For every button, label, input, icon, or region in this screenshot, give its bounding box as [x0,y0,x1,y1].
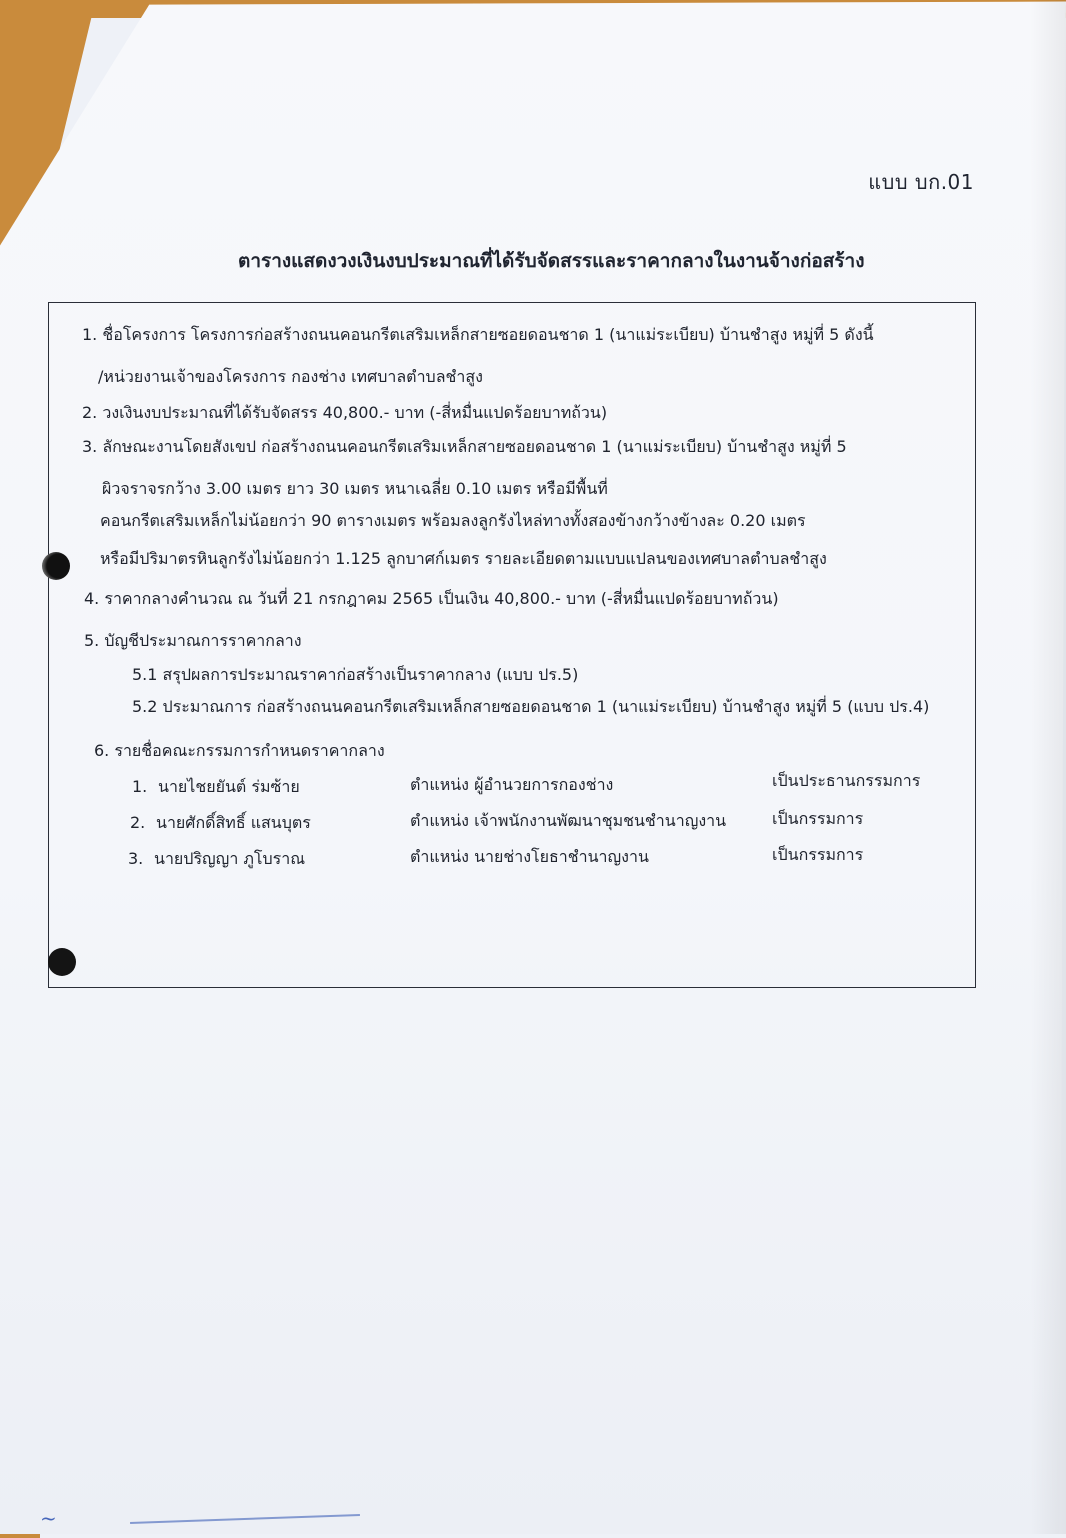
committee-row-2-role: เป็นกรรมการ [772,809,864,828]
item-2-budget: 2. วงเงินงบประมาณที่ได้รับจัดสรร 40,800.- บาท (-สี่หมื่นแปดร้อยบาทถ้วน) [82,403,608,422]
page-edge-shadow [1030,0,1066,1534]
item-5-2-estimate: 5.2 ประมาณการ ก่อสร้างถนนคอนกรีตเสริมเหล็กสายซอยดอนชาด 1 (นาแม่ระเบียบ) บ้านชำสูง หมู่ที่ 5 (แบบ ปร.4) [132,697,930,716]
item-3-volume: หรือมีปริมาตรหินลูกรังไม่น้อยกว่า 1.125 ลูกบาศก์เมตร รายละเอียดตามแบบแปลนของเทศบาลตำบลชำสูง [100,549,827,568]
item-5-estimate-list: 5. บัญชีประมาณการราคากลาง [84,631,302,650]
item-1-agency: /หน่วยงานเจ้าของโครงการ กองช่าง เทศบาลตำบลชำสูง [98,367,483,386]
form-code: แบบ บก.01 [868,170,974,194]
handwriting-mark: ~ [40,1506,57,1530]
committee-row-3-name: นายปริญญา ภูโบราณ [154,849,306,868]
committee-row-1-number: 1. [132,777,148,796]
committee-row-2-position: ตำแหน่ง เจ้าพนักงานพัฒนาชุมชนชำนาญงาน [410,811,727,830]
committee-row-3-role: เป็นกรรมการ [772,845,864,864]
item-5-1-summary: 5.1 สรุปผลการประมาณราคาก่อสร้างเป็นราคากลาง (แบบ ปร.5) [132,665,579,684]
committee-row-2-name: นายศักดิ์สิทธิ์ แสนบุตร [156,813,311,832]
committee-row-1-role: เป็นประธานกรรมการ [772,771,921,790]
item-3-area: คอนกรีตเสริมเหล็กไม่น้อยกว่า 90 ตารางเมตร พร้อมลงลูกรังไหล่ทางทั้งสองข้างกว้างข้างละ 0.20 เมตร [100,511,806,530]
committee-row-1-name: นายไชยยันต์ ร่มซ้าย [158,777,300,796]
item-3-work-description: 3. ลักษณะงานโดยสังเขป ก่อสร้างถนนคอนกรีตเสริมเหล็กสายซอยดอนชาด 1 (นาแม่ระเบียบ) บ้านชำสูง หมู่ที่ 5 [82,437,847,456]
committee-row-1-position: ตำแหน่ง ผู้อำนวยการกองช่าง [410,775,614,794]
item-3-dimensions: ผิวจราจรกว้าง 3.00 เมตร ยาว 30 เมตร หนาเฉลี่ย 0.10 เมตร หรือมีพื้นที่ [102,479,608,498]
item-1-project-name: 1. ชื่อโครงการ โครงการก่อสร้างถนนคอนกรีตเสริมเหล็กสายซอยดอนชาด 1 (นาแม่ระเบียบ) บ้านชำสูง หมู่ที่ 5 ดังนี้ [82,325,874,344]
punch-hole-upper [42,552,70,580]
committee-row-3-position: ตำแหน่ง นายช่างโยธาชำนาญงาน [410,847,649,866]
punch-hole-lower [48,948,76,976]
item-4-median-price: 4. ราคากลางคำนวณ ณ วันที่ 21 กรกฎาคม 2565 เป็นเงิน 40,800.- บาท (-สี่หมื่นแปดร้อยบาทถ้วน) [84,589,779,608]
document-title: ตารางแสดงวงเงินงบประมาณที่ได้รับจัดสรรและราคากลางในงานจ้างก่อสร้าง [238,250,865,272]
item-6-committee-heading: 6. รายชื่อคณะกรรมการกำหนดราคากลาง [94,741,385,760]
committee-row-2-number: 2. [130,813,146,832]
committee-row-3-number: 3. [128,849,144,868]
